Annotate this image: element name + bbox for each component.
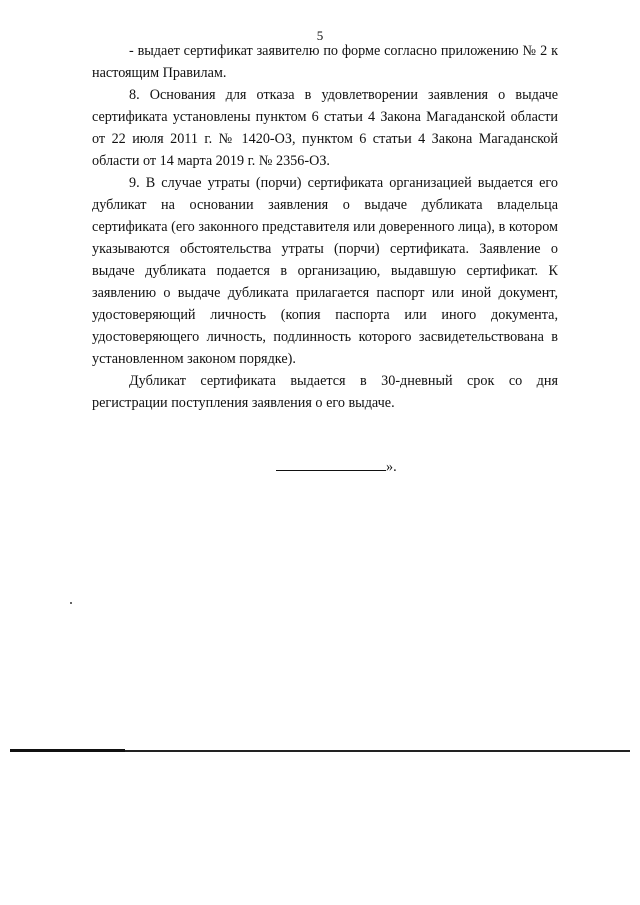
closing-quote: ». xyxy=(386,459,397,475)
page-bottom-rule-thick xyxy=(10,749,125,752)
closing-mark xyxy=(276,459,397,476)
paragraph-duplicate-procedure: 9. В случае утраты (порчи) сертификата организацией выдается его дубликат на основании заявления о выдаче дубликата владельца сертификата (его законного представителя или доверенного лица), в котором указываются обстоятельства утраты (порчи) сертификата. Заявление о выдаче дубликата подается в организацию, выдавшую сертификат. К заявлению о выдаче дубликата прилагается паспорт или иной документ, удостоверяющий личность (копия паспорта или иного документа, удостоверяющего личность, подлинность которого засвидетельствована в установленном законом порядке). xyxy=(92,175,558,367)
page-number: 5 xyxy=(316,28,324,43)
document-body xyxy=(92,40,558,414)
closing-underline xyxy=(276,460,386,471)
paragraph-duplicate-term: Дубликат сертификата выдается в 30-дневный срок со дня регистрации поступления заявления о его выдаче. xyxy=(92,373,558,411)
paragraph-refusal-grounds: 8. Основания для отказа в удовлетворении заявления о выдаче сертификата установлены пунктом 6 статьи 4 Закона Магаданской области от 22 июля 2011 г. № 1420-ОЗ, пунктом 6 статьи 4 Закона Магаданской области от 14 марта 2019 г. № 2356-ОЗ. xyxy=(92,87,558,169)
paragraph-issue-certificate: - выдает сертификат заявителю по форме согласно приложению № 2 к настоящим Правилам. xyxy=(92,43,558,81)
stray-dot xyxy=(70,602,72,604)
